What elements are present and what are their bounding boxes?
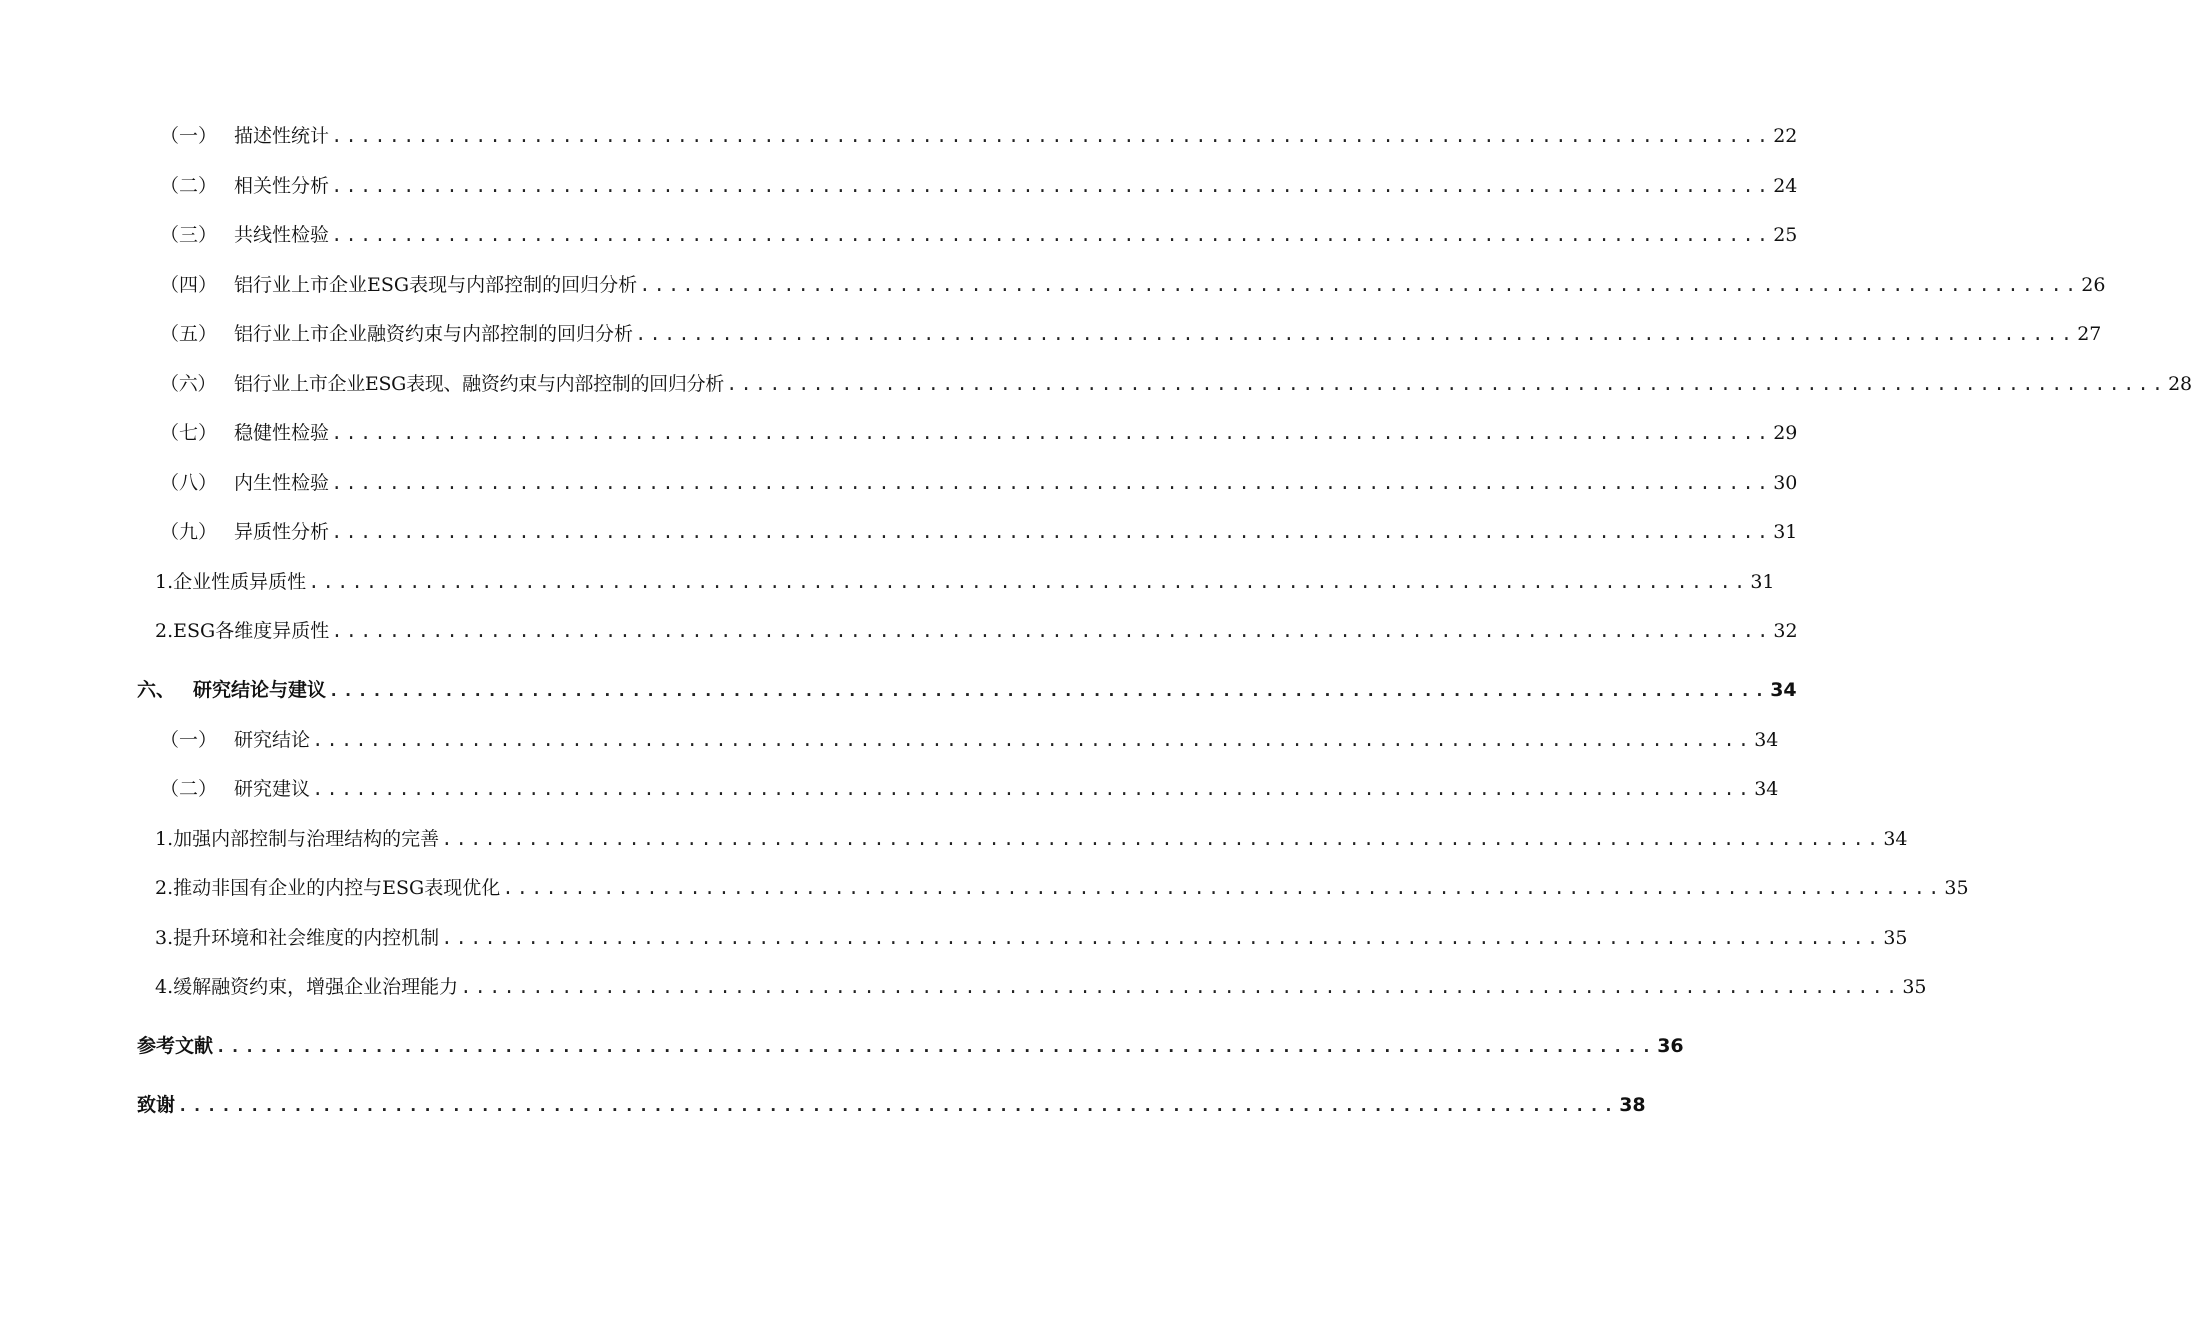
toc-entry[interactable] [155,616,1798,646]
toc-entry[interactable] [160,121,1798,151]
toc-entry-page: 36 [1657,1035,1684,1057]
toc-entry-page: 34 [1883,828,1908,850]
toc-leader-dots: .................................................................................................... [331,621,1772,643]
toc-leader-dots: .................................................................................................... [502,878,1943,900]
toc-entry-title: 研究结论与建议 [193,679,327,701]
toc-entry-title: 铝行业上市企业ESG表现与内部控制的回归分析 [234,274,638,296]
toc-entry[interactable] [155,923,1908,953]
toc-entry[interactable] [160,725,1779,755]
toc-entry-page: 22 [1773,125,1798,147]
toc-leader-dots: .................................................................................................... [441,928,1882,950]
toc-entry-page: 25 [1773,224,1798,246]
toc-entry-title: 稳健性检验 [234,422,330,444]
toc-entry-page: 35 [1944,877,1969,899]
toc-entry-page: 26 [2081,274,2106,296]
toc-leader-dots: .................................................................................................... [331,473,1772,495]
toc-leader-dots: .................................................................................................... [639,275,2080,297]
toc-entry-page: 34 [1754,729,1779,751]
toc-leader-dots: .................................................................................................... [441,829,1882,851]
toc-entry[interactable] [160,220,1798,250]
toc-leader-dots: .................................................................................................... [312,730,1753,752]
toc-entry-page: 27 [2077,323,2102,345]
toc-entry-number: （九） [160,521,218,543]
toc-entry[interactable] [155,824,1908,854]
toc-leader-dots: .................................................................................................... [635,324,2076,346]
toc-entry-number: （五） [160,323,218,345]
toc-leader-dots: .................................................................................................... [331,522,1772,544]
toc-entry-page: 29 [1773,422,1798,444]
toc-entry-title: 研究结论 [234,729,311,751]
toc-entry-page: 34 [1754,778,1779,800]
toc-entry-title: 相关性分析 [234,175,330,197]
toc-entry-page: 24 [1773,175,1798,197]
toc-leader-dots: .................................................................................................... [308,572,1749,594]
toc-entry[interactable] [160,418,1798,448]
toc-entry-title: 致谢 [137,1094,176,1116]
toc-chapter[interactable] [137,1090,1646,1120]
toc-entry-page: 30 [1773,472,1798,494]
toc-entry-page: 32 [1773,620,1798,642]
toc-entry-title: 3.提升环境和社会维度的内控机制 [155,927,440,949]
toc-entry-number: （八） [160,472,218,494]
toc-entry[interactable] [155,972,1927,1002]
toc-entry-title: 异质性分析 [234,521,330,543]
toc-leader-dots: .................................................................................................... [215,1036,1656,1058]
toc-entry-number: （二） [160,175,218,197]
toc-entry-number: （四） [160,274,218,296]
toc-leader-dots: .................................................................................................... [331,126,1772,148]
toc-entry-number: （二） [160,778,218,800]
toc-entry-title: 1.加强内部控制与治理结构的完善 [155,828,440,850]
toc-leader-dots: .................................................................................................... [177,1095,1618,1117]
toc-entry[interactable] [160,369,2192,399]
toc-entry[interactable] [160,319,2102,349]
toc-entry[interactable] [160,270,2106,300]
toc-entry-title: 描述性统计 [234,125,330,147]
toc-leader-dots: .................................................................................................... [331,176,1772,198]
toc-leader-dots: .................................................................................................... [331,225,1772,247]
toc-chapter[interactable] [137,1031,1684,1061]
toc-entry[interactable] [160,171,1798,201]
toc-entry-title: 2.ESG各维度异质性 [155,620,330,642]
toc-entry-title: 参考文献 [137,1035,214,1057]
toc-entry-title: 铝行业上市企业融资约束与内部控制的回归分析 [234,323,634,345]
toc-entry-title: 研究建议 [234,778,311,800]
toc-chapter[interactable] [137,675,1797,705]
toc-entry-page: 35 [1902,976,1927,998]
toc-entry-page: 31 [1773,521,1798,543]
toc-entry[interactable] [155,567,1775,597]
toc-leader-dots: .................................................................................................... [725,374,2167,396]
toc-entry-title: 共线性检验 [234,224,330,246]
toc-entry[interactable] [160,774,1779,804]
toc-entry-page: 38 [1619,1094,1646,1116]
toc-entry-page: 31 [1750,571,1775,593]
toc-entry-title: 铝行业上市企业ESG表现、融资约束与内部控制的回归分析 [234,373,724,395]
toc-entry[interactable] [155,873,1969,903]
toc-entry-title: 1.企业性质异质性 [155,571,307,593]
toc-leader-dots: .................................................................................................... [328,680,1769,702]
toc-entry-number: （三） [160,224,218,246]
toc-entry-number: （七） [160,422,218,444]
toc-leader-dots: .................................................................................................... [312,779,1753,801]
toc-entry-number: （一） [160,125,218,147]
toc-leader-dots: .................................................................................................... [331,423,1772,445]
toc-entry[interactable] [160,468,1798,498]
toc-entry-title: 2.推动非国有企业的内控与ESG表现优化 [155,877,501,899]
toc-entry[interactable] [160,517,1798,547]
toc-entry-number: （六） [160,373,217,395]
toc-entry-number: 六、 [137,679,176,701]
toc-entry-page: 35 [1883,927,1908,949]
toc-entry-page: 28 [2168,373,2192,395]
toc-entry-title: 4.缓解融资约束，增强企业治理能力 [155,976,459,998]
toc-entry-number: （一） [160,729,218,751]
toc-entry-title: 内生性检验 [234,472,330,494]
toc-entry-page: 34 [1770,679,1797,701]
toc-leader-dots: .................................................................................................... [460,977,1901,999]
